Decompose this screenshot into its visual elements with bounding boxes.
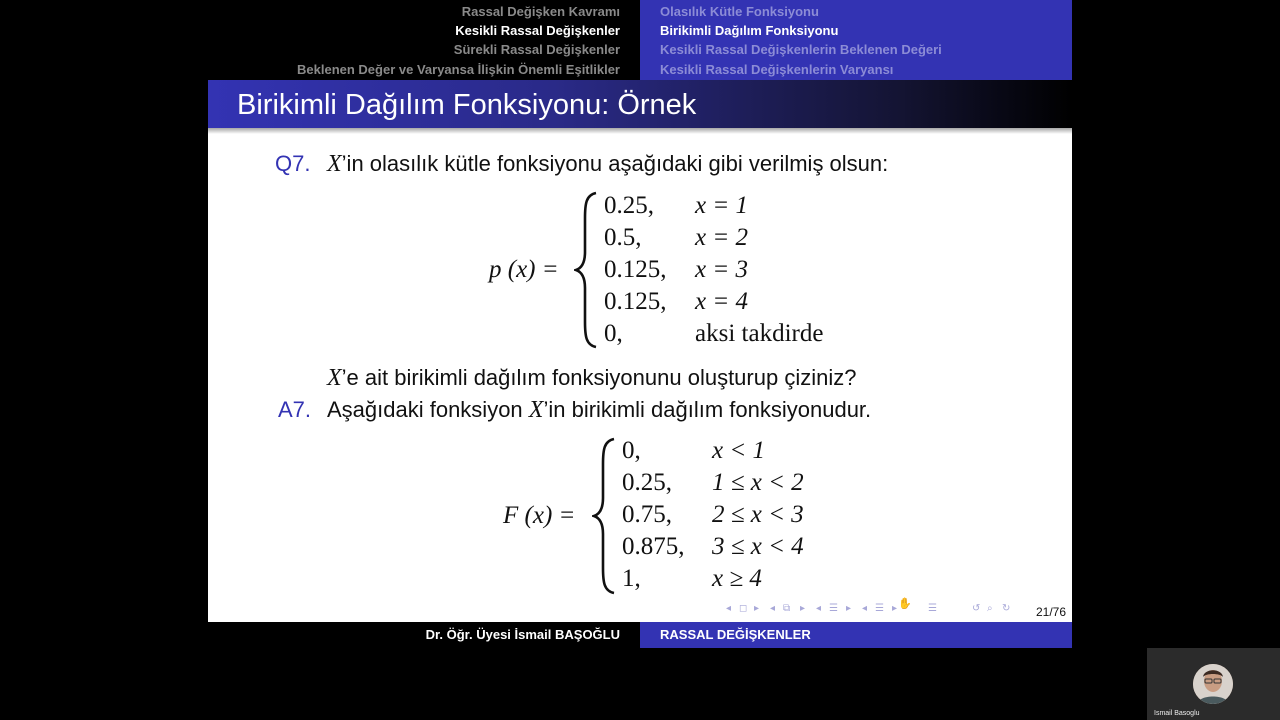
cdf-case-5-condition: x ≥ 4 <box>712 565 762 592</box>
pmf-case-4-value: 0.125, <box>604 288 667 315</box>
pmf-case-2-condition: x = 2 <box>695 224 748 251</box>
section-navigation <box>208 0 640 80</box>
nav-subsection-icon[interactable]: ☰ <box>829 603 838 614</box>
nav-back-icon[interactable]: ↺ <box>972 603 981 614</box>
nav-frame-icon[interactable]: ⧉ <box>783 603 791 614</box>
nav-prev-subsection-icon[interactable]: ◂ <box>816 603 822 614</box>
pmf-case-5-value: 0, <box>604 320 623 347</box>
pmf-case-2-value: 0.5, <box>604 224 642 251</box>
answer-text: Aşağıdaki fonksiyon X’in birikimli dağılım fonksiyonudur. <box>327 397 872 423</box>
beamer-navigation-symbols <box>726 602 1026 616</box>
cdf-lhs: F (x) = <box>503 502 576 529</box>
pmf-case-3-condition: x = 3 <box>695 256 748 283</box>
page-number: 21/76 <box>1035 605 1066 619</box>
nav-subsection-birikimli-dagilim[interactable]: Birikimli Dağılım Fonksiyonu <box>660 23 839 38</box>
nav-prev-frame-icon[interactable]: ◂ <box>770 603 776 614</box>
slide <box>208 0 1072 648</box>
frame-title: Birikimli Dağılım Fonksiyonu: Örnek <box>237 89 697 121</box>
nav-section-rassal-degisken-kavrami[interactable]: Rassal Değişken Kavramı <box>461 4 620 19</box>
subsection-navigation <box>640 0 1072 80</box>
cdf-case-2-value: 0.25, <box>622 469 672 496</box>
question-label: Q7. <box>275 151 311 176</box>
cdf-case-5-value: 1, <box>622 565 641 592</box>
mouse-cursor-icon: ✋ <box>898 598 912 610</box>
nav-next-subsection-icon[interactable]: ▸ <box>846 603 852 614</box>
webcam-name: Ismail Basoglu <box>1154 710 1200 717</box>
nav-subsection-olasilik-kutle[interactable]: Olasılık Kütle Fonksiyonu <box>660 4 819 19</box>
pmf-lhs: p (x) = <box>489 256 559 283</box>
nav-section-beklenen-deger-varyans[interactable]: Beklenen Değer ve Varyansa İlişkin Önemli Eşitlikler <box>297 62 620 77</box>
nav-prev-section-icon[interactable]: ◂ <box>862 603 868 614</box>
question-variable: X <box>327 151 342 177</box>
nav-next-section-icon[interactable]: ▸ <box>892 603 898 614</box>
answer-label: A7. <box>278 397 312 422</box>
pmf-case-1-value: 0.25, <box>604 192 654 219</box>
question-body: ’in olasılık kütle fonksiyonu aşağıdaki gibi verilmiş olsun: <box>341 151 889 176</box>
question-prompt-variable: X <box>327 365 342 391</box>
footer-title-bar <box>640 622 1072 648</box>
cdf-case-3-condition: 2 ≤ x < 3 <box>712 501 804 528</box>
pmf-case-3-value: 0.125, <box>604 256 667 283</box>
nav-subsection-beklenen-deger[interactable]: Kesikli Rassal Değişkenlerin Beklenen Değeri <box>660 42 942 57</box>
cdf-case-4-condition: 3 ≤ x < 4 <box>712 533 804 560</box>
frame-title-bar <box>208 80 1072 128</box>
nav-section-surekli-rassal-degiskenler[interactable]: Sürekli Rassal Değişkenler <box>453 42 620 57</box>
question-prompt: X’e ait birikimli dağılım fonksiyonunu oluşturup çiziniz? <box>327 365 857 391</box>
nav-next-slide-icon[interactable]: ▸ <box>754 603 760 614</box>
cdf-case-3-value: 0.75, <box>622 501 672 528</box>
pmf-brace <box>574 190 600 350</box>
nav-prev-slide-icon[interactable]: ◂ <box>726 603 732 614</box>
answer-variable: X <box>528 397 544 423</box>
nav-subsection-varyans[interactable]: Kesikli Rassal Değişkenlerin Varyansı <box>660 62 894 77</box>
webcam-thumbnail <box>1147 648 1280 720</box>
cdf-case-4-value: 0.875, <box>622 533 685 560</box>
cdf-case-1-value: 0, <box>622 437 641 464</box>
person-icon <box>1193 664 1233 704</box>
nav-forward-icon[interactable]: ↻ <box>1002 603 1011 614</box>
presenter-avatar <box>1193 664 1233 704</box>
footer-author: Dr. Öğr. Üyesi İsmail BAŞOĞLU <box>425 627 620 642</box>
question-text <box>327 151 888 177</box>
header-navigation <box>208 0 1072 80</box>
cdf-brace <box>592 436 618 596</box>
title-shadow <box>208 128 1072 134</box>
footer-title: RASSAL DEĞİŞKENLER <box>660 627 811 642</box>
pmf-case-4-condition: x = 4 <box>695 288 748 315</box>
footer-author-bar <box>208 622 640 648</box>
nav-section-icon[interactable]: ☰ <box>875 603 884 614</box>
nav-appendix-icon[interactable]: ☰ <box>928 603 937 614</box>
cdf-case-1-condition: x < 1 <box>712 437 765 464</box>
pmf-case-1-condition: x = 1 <box>695 192 748 219</box>
nav-section-kesikli-rassal-degiskenler[interactable]: Kesikli Rassal Değişkenler <box>455 23 620 38</box>
nav-slide-icon[interactable]: ◻ <box>739 603 748 614</box>
nav-search-icon[interactable]: ⌕ <box>987 603 993 614</box>
nav-next-frame-icon[interactable]: ▸ <box>800 603 806 614</box>
pmf-case-5-condition: aksi takdirde <box>695 320 824 347</box>
cdf-case-2-condition: 1 ≤ x < 2 <box>712 469 804 496</box>
